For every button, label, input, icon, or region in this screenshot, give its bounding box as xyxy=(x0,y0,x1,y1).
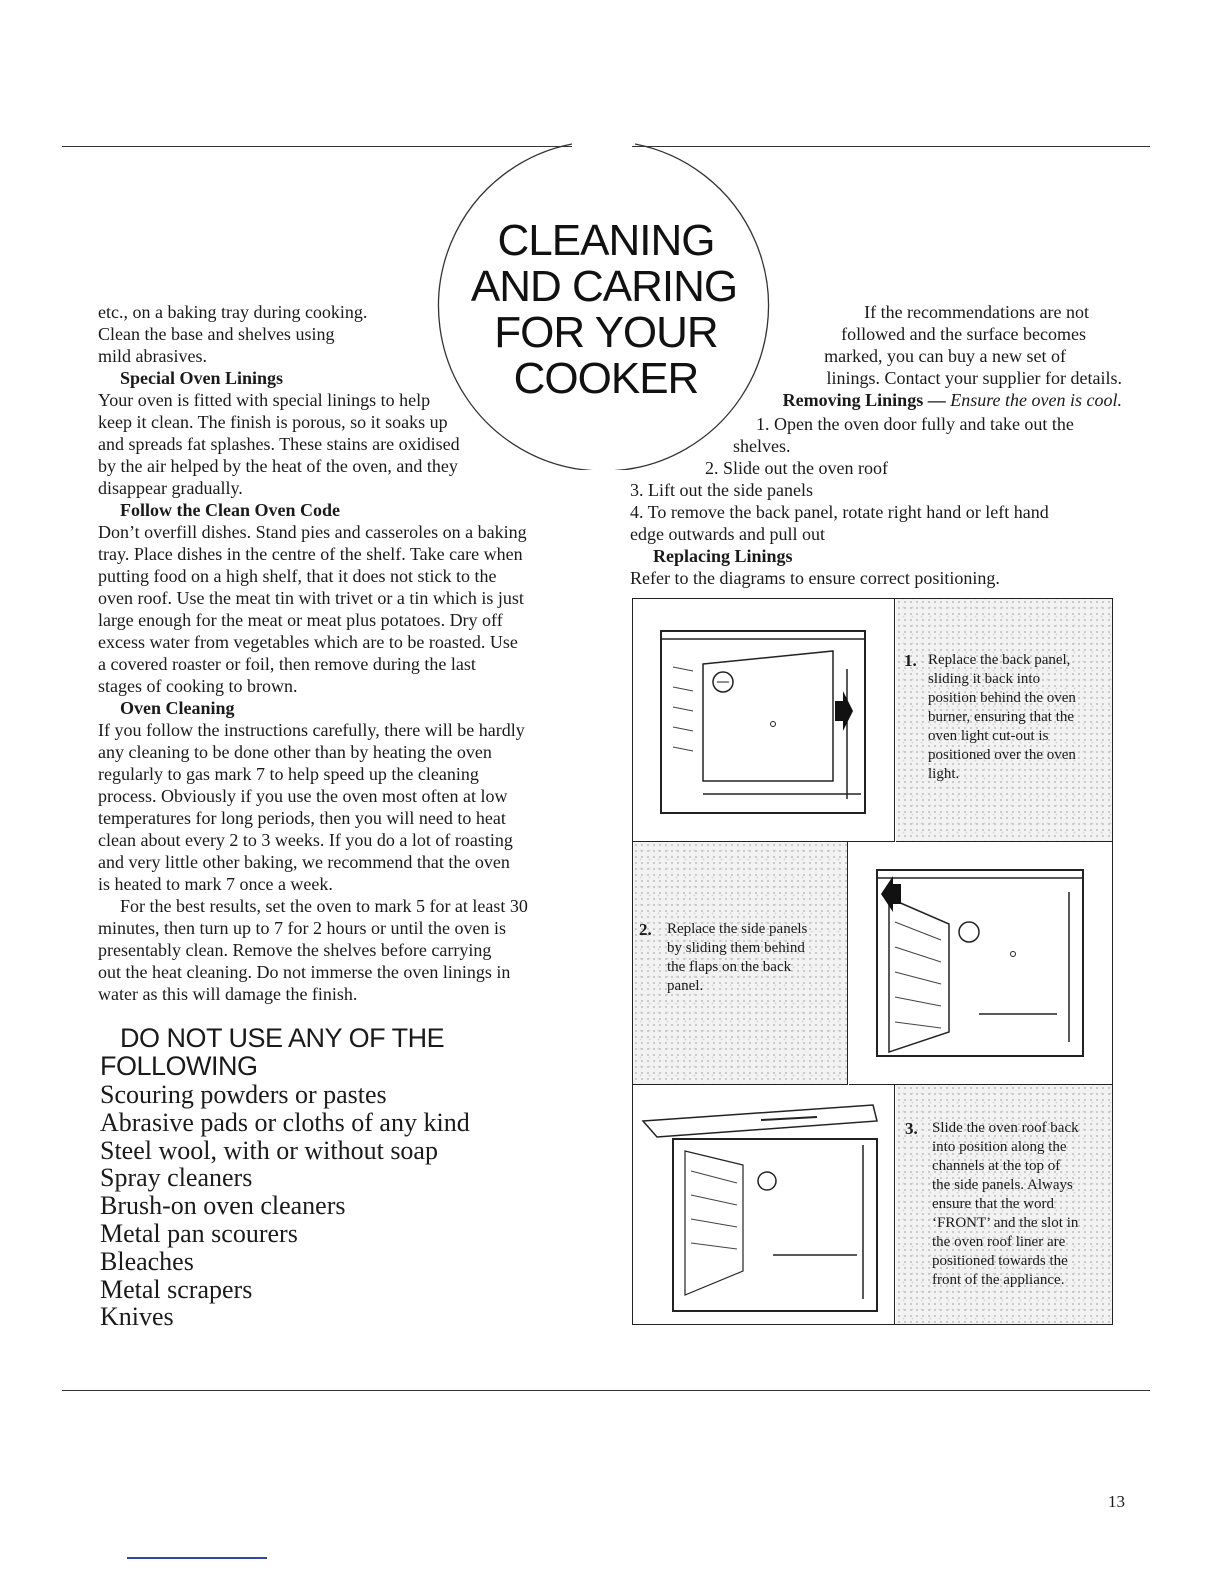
caption-line: ‘FRONT’ and the slot in xyxy=(932,1215,1079,1231)
body-line: If the recommendations are not xyxy=(864,302,1089,322)
body-line: putting food on a high shelf, that it does not stick to the xyxy=(98,566,497,586)
special-linings-heading: Special Oven Linings xyxy=(120,368,284,388)
warning-title-line-1: DO NOT USE ANY OF THE xyxy=(120,1023,445,1053)
caption-line: into position along the xyxy=(932,1139,1067,1155)
body-line: marked, you can buy a new set of xyxy=(824,346,1066,366)
body-line: disappear gradually. xyxy=(98,478,243,498)
replacing-heading: Replacing Linings xyxy=(653,546,793,566)
body-line: Your oven is fitted with special linings to help xyxy=(98,390,431,410)
warning-item: Scouring powders or pastes xyxy=(100,1080,387,1109)
body-line: keep it clean. The finish is porous, so it soaks up xyxy=(98,412,448,432)
body-line: by the air helped by the heat of the oven, and they xyxy=(98,456,458,476)
caption-line: the side panels. Always xyxy=(932,1177,1073,1193)
removing-line xyxy=(760,389,1122,411)
warning-item: Spray cleaners xyxy=(100,1163,253,1193)
warning-item: Metal scrapers xyxy=(100,1274,253,1304)
step-number: 3. xyxy=(905,1119,918,1138)
caption-line: Replace the back panel, xyxy=(928,652,1071,668)
caption-line: sliding it back into xyxy=(928,671,1041,687)
body-line: presentably clean. Remove the shelves before carrying xyxy=(98,940,492,960)
title-line-3: FOR YOUR xyxy=(494,308,718,357)
body-line: water as this will damage the finish. xyxy=(98,984,358,1004)
body-line: process. Obviously if you use the oven most often at low xyxy=(98,786,508,806)
diagram-3-caption xyxy=(896,1085,1112,1324)
body-line: and spreads fat splashes. These stains are oxidised xyxy=(98,434,460,454)
caption-line: position behind the oven xyxy=(928,690,1076,706)
body-line: For the best results, set the oven to mark 5 for at least 30 xyxy=(120,896,528,916)
body-line: Don’t overfill dishes. Stand pies and casseroles on a baking xyxy=(98,522,527,542)
step-number: 1. xyxy=(904,651,917,670)
page-number: 13 xyxy=(1108,1492,1125,1511)
oven-back-panel-illustration xyxy=(633,599,894,841)
warning-title-line-2: FOLLOWING xyxy=(100,1051,258,1081)
caption-line: Replace the side panels xyxy=(667,921,808,937)
caption-line: oven light cut-out is xyxy=(928,728,1049,744)
step-line: edge outwards and pull out xyxy=(630,524,825,544)
warning-item: Steel wool, with or without soap xyxy=(100,1135,438,1165)
caption-line: channels at the top of xyxy=(932,1158,1061,1174)
oven-cleaning-heading: Oven Cleaning xyxy=(120,698,235,718)
body-line: minutes, then turn up to 7 for 2 hours or until the oven is xyxy=(98,918,506,938)
clean-code-heading: Follow the Clean Oven Code xyxy=(120,500,340,520)
step-line: 3. Lift out the side panels xyxy=(630,480,813,500)
diagram-grid xyxy=(632,598,1113,1325)
body-line: tray. Place dishes in the centre of the shelf. Take care when xyxy=(98,544,523,564)
body-line: out the heat cleaning. Do not immerse the oven linings in xyxy=(98,962,511,982)
step-line: 2. Slide out the oven roof xyxy=(705,458,888,478)
body-line: any cleaning to be done other than by heating the oven xyxy=(98,742,492,762)
caption-line: light. xyxy=(928,766,960,782)
removing-note: Ensure the oven is cool. xyxy=(950,390,1122,410)
footer-mark xyxy=(127,1557,267,1559)
body-line: large enough for the meat or meat plus potatoes. Dry off xyxy=(98,610,503,630)
body-line: excess water from vegetables which are to be roasted. Use xyxy=(98,632,518,652)
oven-roof-illustration xyxy=(633,1085,894,1324)
warning-item: Metal pan scourers xyxy=(100,1218,298,1248)
body-line: temperatures for long periods, then you will need to heat xyxy=(98,808,506,828)
diagram-2-image xyxy=(849,842,1112,1085)
body-line: linings. Contact your supplier for details. xyxy=(826,368,1122,388)
step-line: 1. Open the oven door fully and take out the xyxy=(756,414,1074,434)
diagram-1-image xyxy=(633,599,895,842)
title-line-2: AND CARING xyxy=(470,262,738,311)
caption-line: the oven roof liner are xyxy=(932,1234,1066,1250)
step-line: 4. To remove the back panel, rotate right hand or left hand xyxy=(630,502,1049,522)
left-column xyxy=(98,301,528,1005)
removing-heading: Removing Linings — xyxy=(782,390,946,410)
body-line: clean about every 2 to 3 weeks. If you do a lot of roasting xyxy=(98,830,513,850)
warning-item: Bleaches xyxy=(100,1246,194,1276)
intro-line: Clean the base and shelves using xyxy=(98,324,335,344)
body-line: oven roof. Use the meat tin with trivet or a tin which is just xyxy=(98,588,524,608)
title-line-4: COOKER xyxy=(513,354,699,403)
body-line: followed and the surface becomes xyxy=(841,324,1086,344)
caption-line: Slide the oven roof back xyxy=(932,1120,1079,1136)
body-line: and very little other baking, we recommend that the oven xyxy=(98,852,510,872)
warning-block xyxy=(100,1024,470,1331)
warning-item: Abrasive pads or cloths of any kind xyxy=(100,1107,470,1137)
title-line-1: CLEANING xyxy=(497,216,715,265)
warning-item: Knives xyxy=(100,1302,174,1332)
diagram-3-image xyxy=(633,1085,895,1324)
step-number: 2. xyxy=(639,920,652,939)
diagram-2-caption xyxy=(633,842,848,1085)
bottom-rule xyxy=(62,1390,1150,1391)
right-intro xyxy=(760,301,1122,411)
body-line: stages of cooking to brown. xyxy=(98,676,298,696)
caption-line: panel. xyxy=(667,978,704,994)
body-line: a covered roaster or foil, then remove during the last xyxy=(98,654,476,674)
replacing-line: Refer to the diagrams to ensure correct positioning. xyxy=(630,568,1000,588)
caption-line: burner, ensuring that the xyxy=(928,709,1075,725)
body-line: regularly to gas mark 7 to help speed up the cleaning xyxy=(98,764,479,784)
intro-line: mild abrasives. xyxy=(98,346,207,366)
caption-line: front of the appliance. xyxy=(932,1272,1065,1288)
oven-side-panels-illustration xyxy=(849,842,1112,1084)
step-line: shelves. xyxy=(733,436,791,456)
caption-line: the flaps on the back xyxy=(667,959,792,975)
warning-item: Brush-on oven cleaners xyxy=(100,1191,346,1221)
caption-line: positioned over the oven xyxy=(928,747,1076,763)
body-line: is heated to mark 7 once a week. xyxy=(98,874,333,894)
body-line: If you follow the instructions carefully, there will be hardly xyxy=(98,720,525,740)
intro-line: etc., on a baking tray during cooking. xyxy=(98,302,368,322)
caption-line: by sliding them behind xyxy=(667,940,805,956)
diagram-1-caption xyxy=(896,599,1112,842)
caption-line: positioned towards the xyxy=(932,1253,1068,1269)
caption-line: ensure that the word xyxy=(932,1196,1055,1212)
